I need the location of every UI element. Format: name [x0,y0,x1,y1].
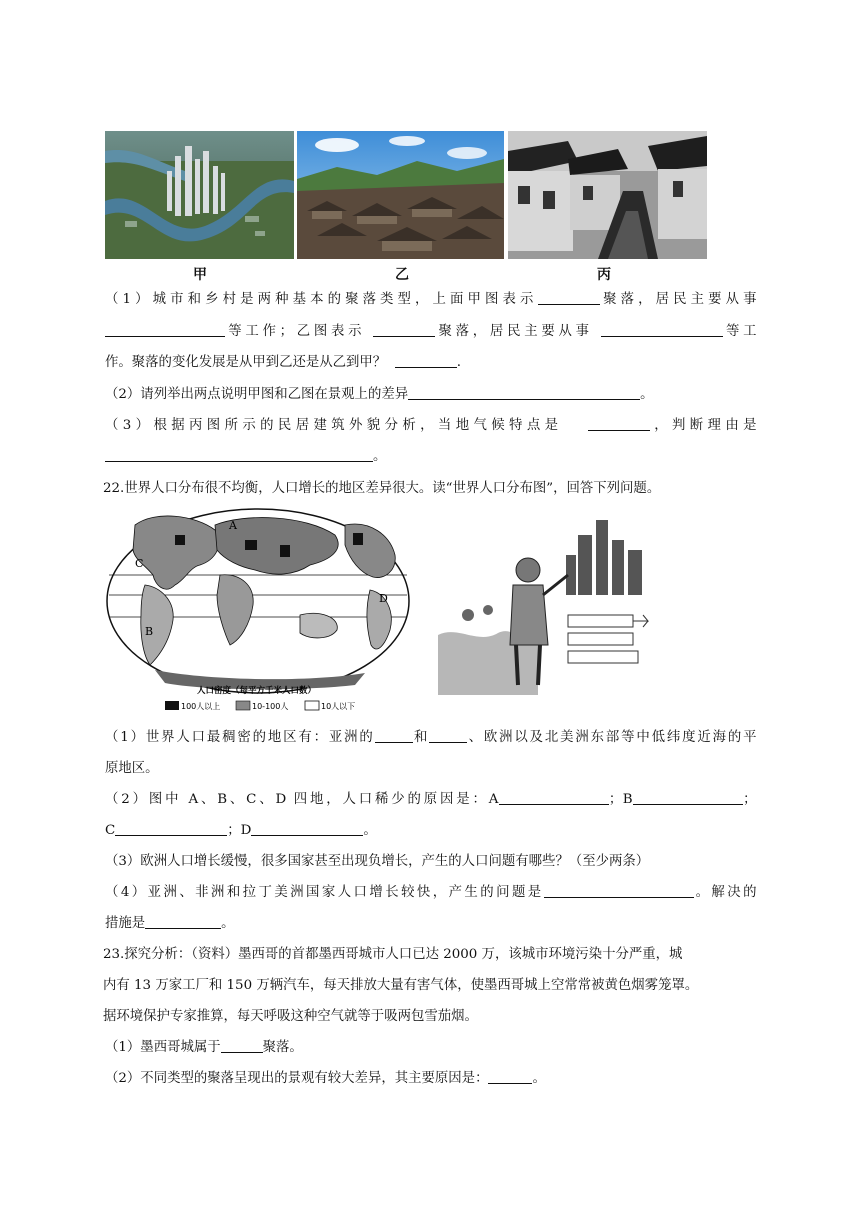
blank [395,353,457,368]
legend-swatch-high [165,701,179,710]
q22-part2-line1: （2）图中 A、B、C、D 四地，人口稀少的原因是：A ；B ； [105,792,757,807]
blank [375,728,413,743]
q22-title: 22.世界人口分布很不均衡，人口增长的地区差异很大。读“世界人口分布图”，回答下列问题。 [103,481,661,496]
blank [588,416,650,431]
blank [601,322,723,337]
map-label-b: B [145,625,154,638]
population-cartoon [438,515,663,695]
legend-swatch-low [305,701,319,710]
blank [538,290,600,305]
photo-village [297,131,504,259]
q21-part3-line2: 。 [105,447,757,467]
q22-part2-line2: C ；D 。 [105,823,377,838]
blank [221,1038,263,1053]
photo-city [105,131,294,259]
blank [115,821,227,836]
blank [373,322,435,337]
legend-mid: 10-100人 [252,702,289,711]
q21-part2: （2）请列举出两点说明甲图和乙图在景观上的差异 。 [105,387,654,402]
legend-title: 人口密度（每平方千米人口数） [197,686,317,696]
q22-part3: （3）欧洲人口增长缓慢，很多国家甚至出现负增长，产生的人口问题有哪些？（至少两条） [105,854,650,869]
caption-jia: 甲 [193,267,207,283]
legend-high: 100人以上 [181,702,221,711]
q21-part1-line3: 作。聚落的变化发展是从甲到乙还是从乙到甲？ . [105,355,461,370]
blank [251,821,363,836]
blank [499,790,609,805]
q23-material-line1: 23.探究分析：（资料）墨西哥的首都墨西哥城市人口已达 2000 万，该城市环境污染十分严重，城 [103,947,683,962]
q23-material-line2: 内有 13 万家工厂和 150 万辆汽车，每天排放大量有害气体，使墨西哥城上空常常被黄色烟雾笼罩。 [103,978,699,993]
q22-part4-line2: 措施是 。 [105,916,235,931]
q23-material-line3: 据环境保护专家推算，每天呼吸这种空气就等于吸两包雪茄烟。 [103,1009,478,1024]
blank [145,914,221,929]
map-label-d: D [379,592,388,605]
legend-swatch-mid [236,701,250,710]
world-population-map [105,505,415,715]
q23-part2: （2）不同类型的聚落呈现出的景观有较大差异，其主要原因是： 。 [105,1071,546,1086]
caption-bing: 丙 [597,267,611,283]
q21-part3-line1: （3）根据丙图所示的民居建筑外貌分析，当地气候特点是 ，判断理由是 [105,418,757,433]
map-label-c: C [135,557,144,570]
blank [544,883,694,898]
blank [429,728,467,743]
q21-part1-line2: 等工作；乙图表示 聚落，居民主要从事 等工 [105,322,757,342]
q22-part1-line1: （1）世界人口最稠密的地区有：亚洲的 和 、欧洲以及北美洲东部等中低纬度近海的平 [105,730,757,745]
blank [633,790,743,805]
blank [488,1069,532,1084]
q22-part4-line1: （4）亚洲、非洲和拉丁美洲国家人口增长较快，产生的问题是 。解决的 [105,885,757,900]
blank [105,447,373,462]
q23-part1: （1）墨西哥城属于 聚落。 [105,1040,303,1055]
q21-part1-line1: （1）城市和乡村是两种基本的聚落类型，上面甲图表示 聚落，居民主要从事 [105,292,757,307]
blank [105,322,225,337]
blank [408,385,640,400]
q22-part1-line2: 原地区。 [105,761,159,776]
caption-yi: 乙 [395,267,409,283]
photo-water-town [508,131,707,259]
legend-low: 10人以下 [321,702,356,711]
map-label-a: A [229,519,237,532]
